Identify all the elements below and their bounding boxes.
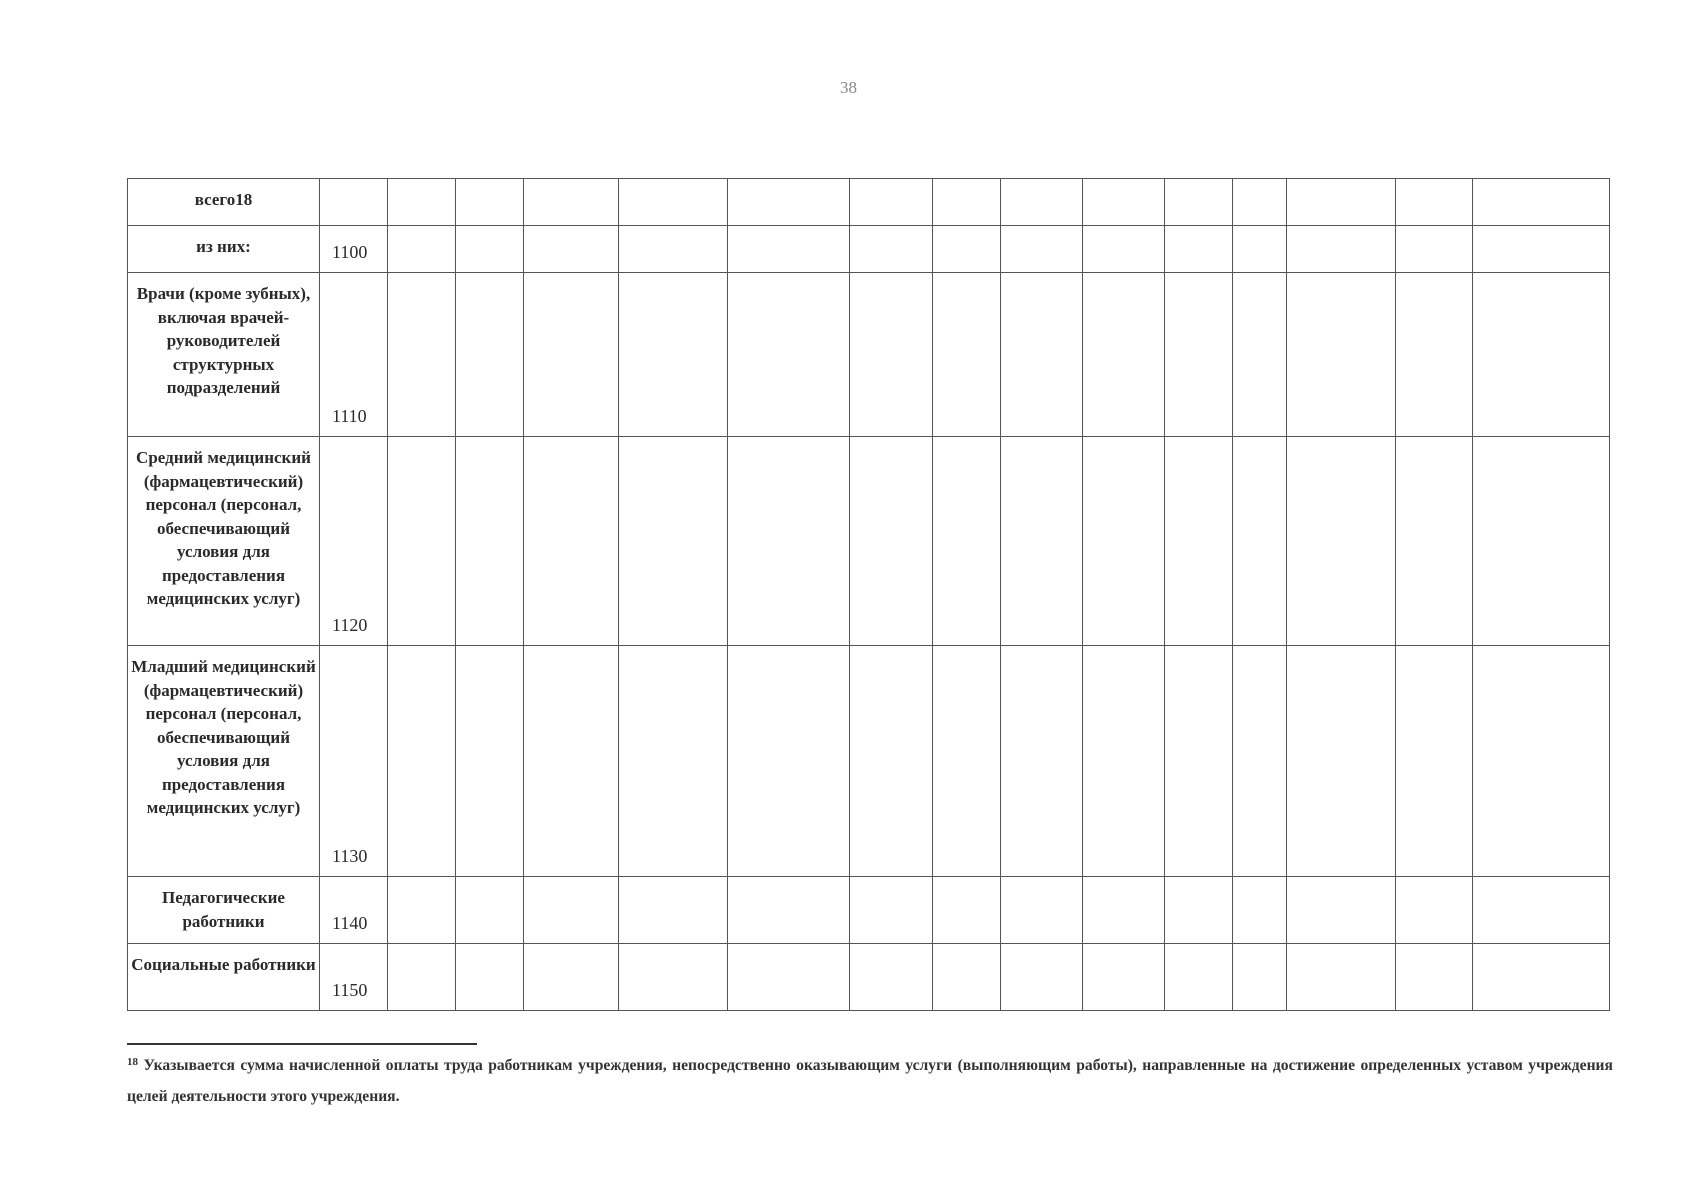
footnote — [127, 1047, 1613, 1112]
data-cell — [388, 944, 456, 1011]
data-cell — [933, 179, 1001, 226]
data-cell — [1165, 226, 1233, 273]
data-cell — [1233, 944, 1287, 1011]
row-label: всего18 — [128, 179, 320, 226]
staff-salary-table — [127, 178, 1610, 1011]
data-cell — [388, 877, 456, 944]
data-cell — [1473, 877, 1610, 944]
data-cell — [524, 179, 619, 226]
data-cell — [1233, 646, 1287, 877]
data-cell — [388, 273, 456, 437]
data-cell — [1396, 273, 1473, 437]
data-cell — [933, 273, 1001, 437]
data-cell — [933, 646, 1001, 877]
row-code: 1140 — [320, 877, 388, 944]
data-cell — [619, 226, 728, 273]
data-cell — [619, 944, 728, 1011]
data-cell — [388, 646, 456, 877]
row-label: Педагогические работники — [128, 877, 320, 944]
data-cell — [728, 646, 850, 877]
footnote-divider — [127, 1043, 477, 1045]
data-cell — [1083, 944, 1165, 1011]
page-number: 38 — [840, 78, 857, 97]
data-cell — [1287, 226, 1396, 273]
data-cell — [933, 226, 1001, 273]
footnote-marker: 18 — [127, 1056, 138, 1068]
data-cell — [388, 179, 456, 226]
data-cell — [1233, 877, 1287, 944]
data-cell — [1233, 226, 1287, 273]
data-cell — [524, 877, 619, 944]
data-cell — [1473, 437, 1610, 646]
data-cell — [933, 877, 1001, 944]
table-row — [128, 226, 1610, 273]
data-cell — [1233, 437, 1287, 646]
table-row — [128, 179, 1610, 226]
data-cell — [728, 273, 850, 437]
table-row — [128, 877, 1610, 944]
data-cell — [1165, 646, 1233, 877]
table-row — [128, 273, 1610, 437]
data-cell — [1233, 179, 1287, 226]
data-cell — [1001, 944, 1083, 1011]
row-code: 1120 — [320, 437, 388, 646]
data-cell — [1396, 646, 1473, 877]
row-label: Средний медицинский (фармацевтический) персонал (персонал, обеспечивающий условия для предоставления медицинских услуг) — [128, 437, 320, 646]
data-cell — [933, 944, 1001, 1011]
data-cell — [524, 273, 619, 437]
staff-salary-table-container — [127, 178, 1609, 1011]
data-cell — [728, 944, 850, 1011]
row-label: Младший медицинский (фармацевтический) персонал (персонал, обеспечивающий условия для предоставления медицинских услуг) — [128, 646, 320, 877]
data-cell — [456, 437, 524, 646]
data-cell — [1165, 437, 1233, 646]
row-code: 1150 — [320, 944, 388, 1011]
data-cell — [1287, 179, 1396, 226]
data-cell — [1287, 273, 1396, 437]
data-cell — [1165, 179, 1233, 226]
data-cell — [456, 646, 524, 877]
data-cell — [456, 226, 524, 273]
data-cell — [524, 437, 619, 646]
data-cell — [850, 646, 933, 877]
data-cell — [1001, 226, 1083, 273]
data-cell — [1083, 437, 1165, 646]
table-row — [128, 646, 1610, 877]
data-cell — [1001, 179, 1083, 226]
data-cell — [850, 877, 933, 944]
data-cell — [1165, 273, 1233, 437]
data-cell — [850, 437, 933, 646]
data-cell — [1473, 646, 1610, 877]
data-cell — [619, 273, 728, 437]
data-cell — [1083, 273, 1165, 437]
table-row — [128, 437, 1610, 646]
row-code: 1100 — [320, 226, 388, 273]
data-cell — [1396, 179, 1473, 226]
data-cell — [388, 437, 456, 646]
data-cell — [728, 179, 850, 226]
data-cell — [1473, 944, 1610, 1011]
data-cell — [456, 273, 524, 437]
row-label: Врачи (кроме зубных), включая врачей-руководителей структурных подразделений — [128, 273, 320, 437]
row-label: Социальные работники — [128, 944, 320, 1011]
data-cell — [1287, 944, 1396, 1011]
data-cell — [850, 179, 933, 226]
data-cell — [524, 226, 619, 273]
data-cell — [850, 944, 933, 1011]
data-cell — [1473, 273, 1610, 437]
row-code: 1110 — [320, 273, 388, 437]
data-cell — [850, 226, 933, 273]
data-cell — [1473, 226, 1610, 273]
data-cell — [728, 877, 850, 944]
data-cell — [1473, 179, 1610, 226]
data-cell — [1083, 646, 1165, 877]
data-cell — [524, 944, 619, 1011]
data-cell — [1396, 437, 1473, 646]
data-cell — [619, 437, 728, 646]
data-cell — [456, 179, 524, 226]
data-cell — [1287, 437, 1396, 646]
row-code — [320, 179, 388, 226]
data-cell — [619, 179, 728, 226]
data-cell — [1083, 226, 1165, 273]
data-cell — [456, 944, 524, 1011]
data-cell — [1165, 877, 1233, 944]
data-cell — [728, 437, 850, 646]
data-cell — [1233, 273, 1287, 437]
data-cell — [1396, 944, 1473, 1011]
footnote-text: Указывается сумма начисленной оплаты труда работникам учреждения, непосредственно оказывающим услуги (выполняющим работы), направленные на достижение определенных уставом учреждения целей деятельности этого учреждения. — [127, 1057, 1613, 1105]
data-cell — [1001, 646, 1083, 877]
data-cell — [1001, 877, 1083, 944]
data-cell — [388, 226, 456, 273]
data-cell — [619, 877, 728, 944]
data-cell — [1165, 944, 1233, 1011]
row-label: из них: — [128, 226, 320, 273]
data-cell — [1287, 646, 1396, 877]
table-body — [128, 179, 1610, 1011]
data-cell — [850, 273, 933, 437]
data-cell — [1396, 226, 1473, 273]
row-code: 1130 — [320, 646, 388, 877]
data-cell — [1287, 877, 1396, 944]
data-cell — [524, 646, 619, 877]
data-cell — [456, 877, 524, 944]
data-cell — [1083, 179, 1165, 226]
table-row — [128, 944, 1610, 1011]
data-cell — [619, 646, 728, 877]
data-cell — [1083, 877, 1165, 944]
data-cell — [933, 437, 1001, 646]
data-cell — [728, 226, 850, 273]
data-cell — [1001, 273, 1083, 437]
data-cell — [1396, 877, 1473, 944]
data-cell — [1001, 437, 1083, 646]
